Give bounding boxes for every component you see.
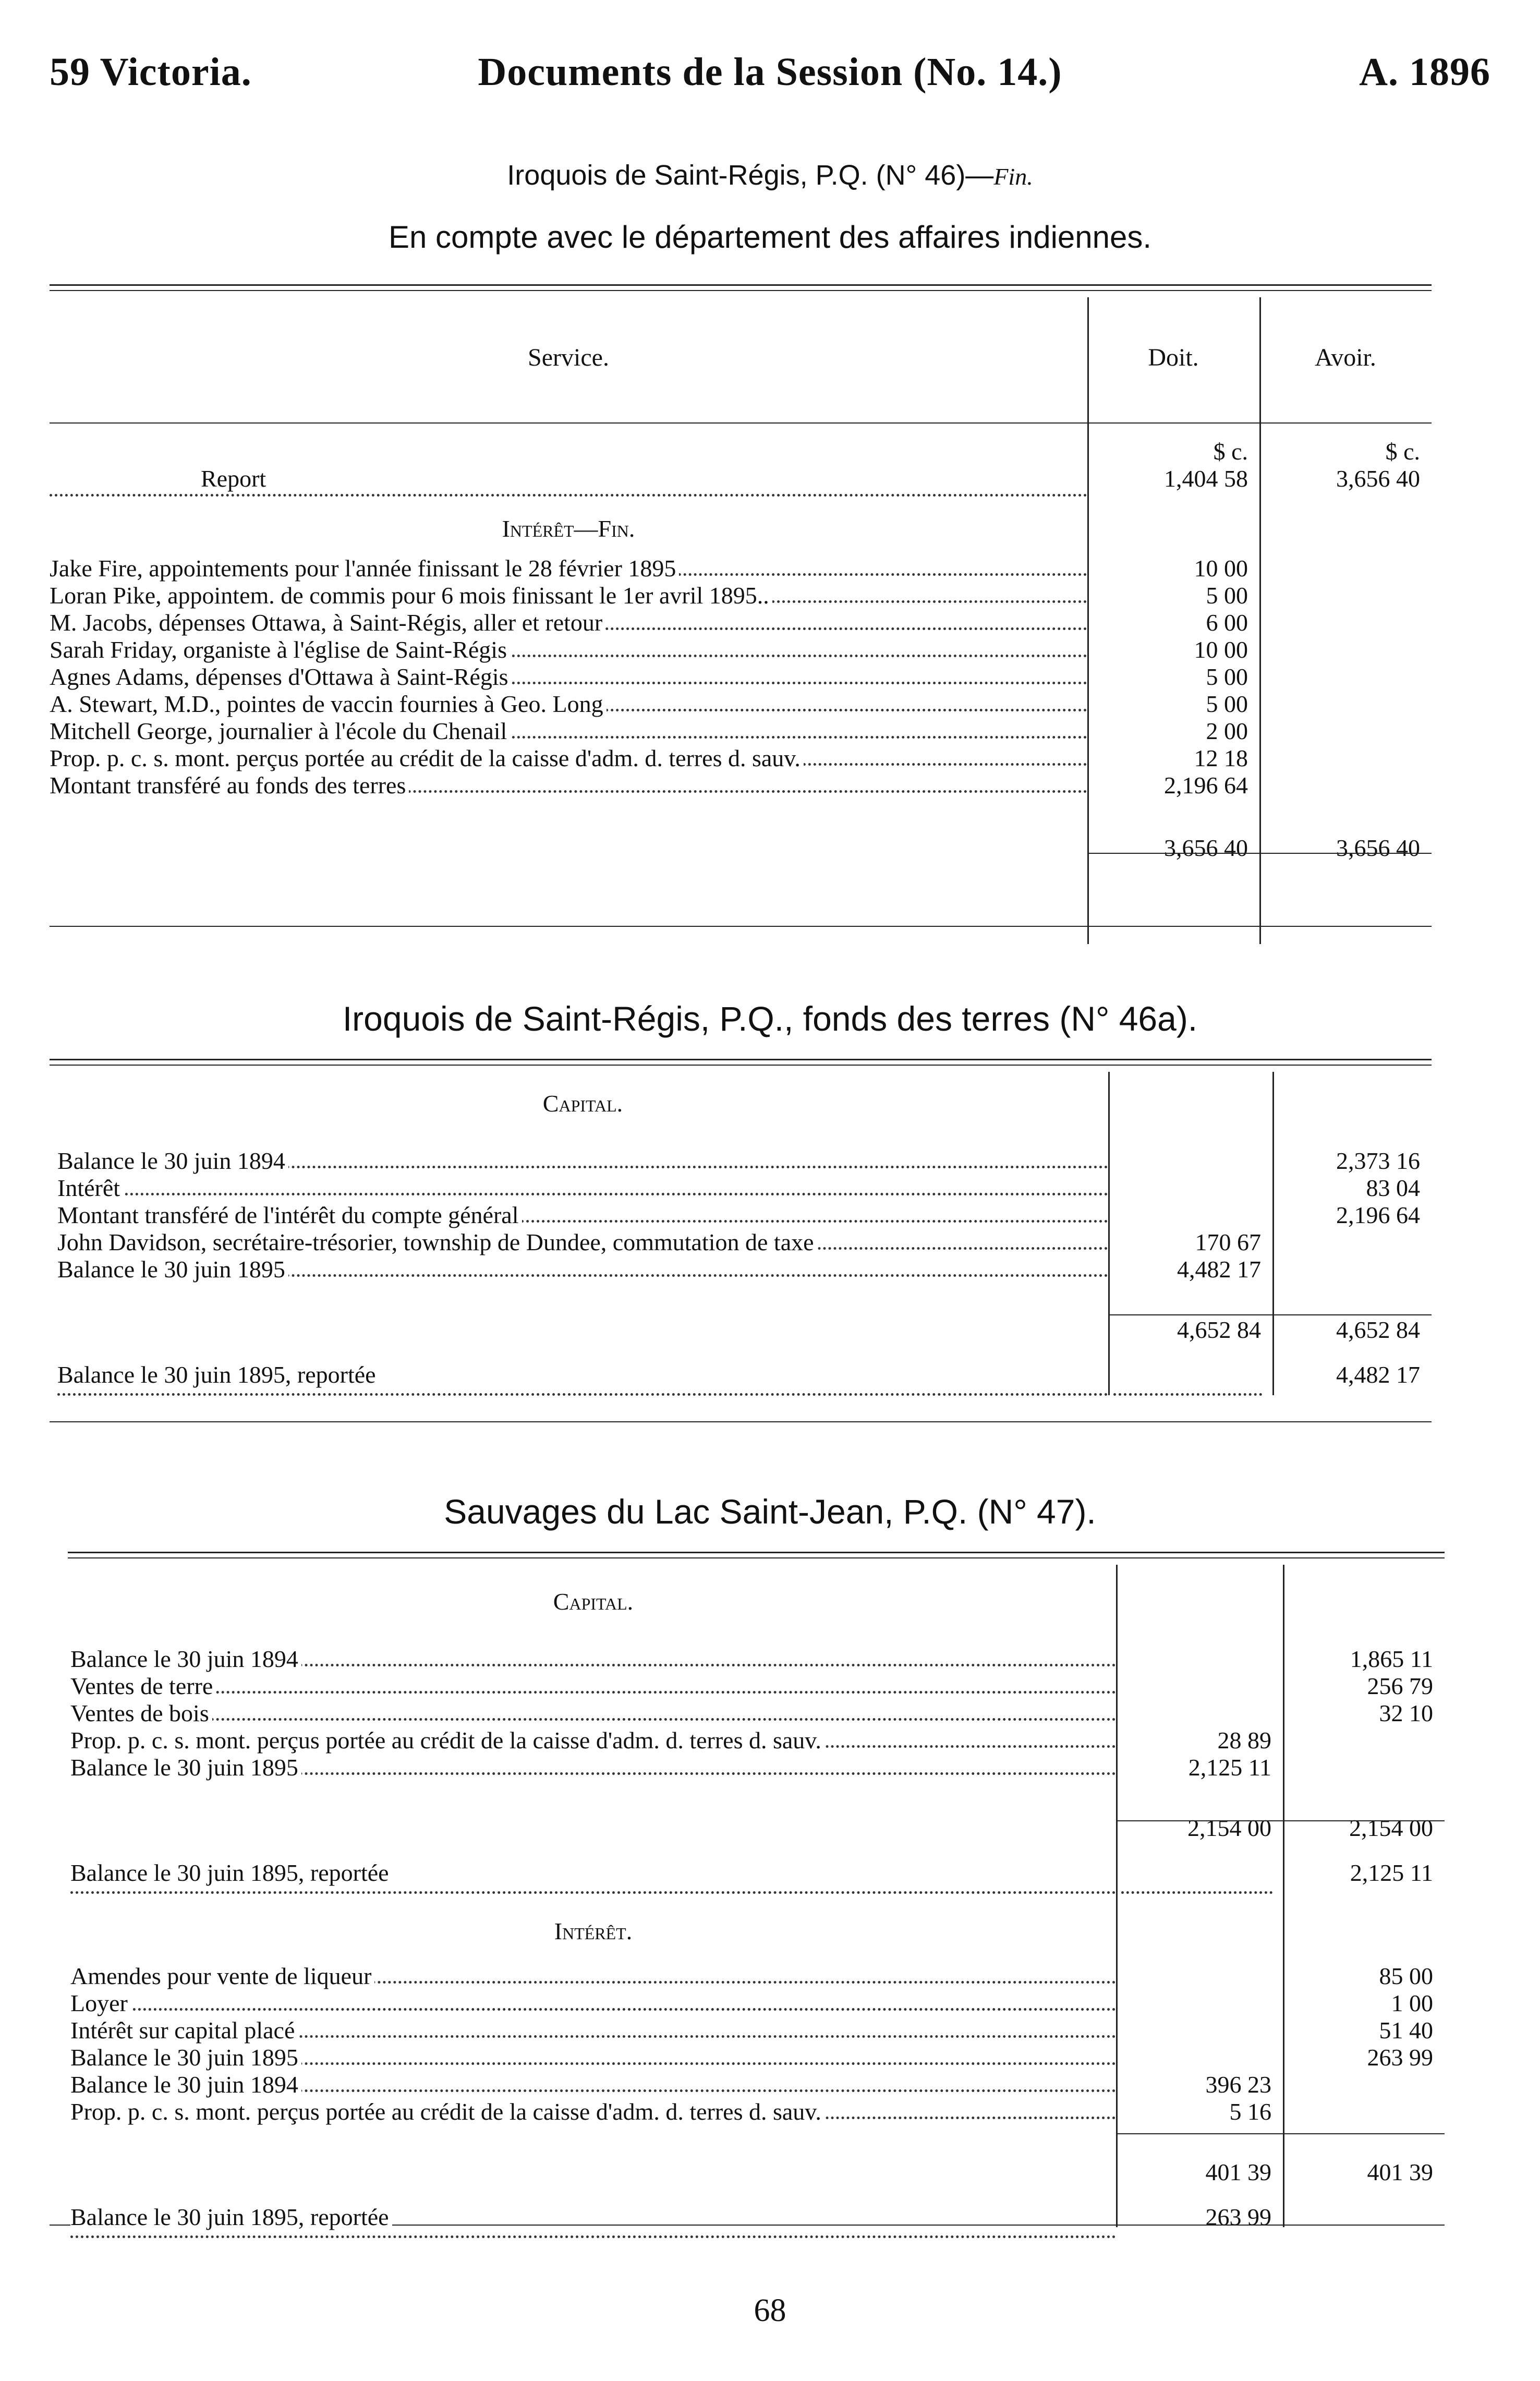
rule [1116,1820,1445,1821]
total-row [57,1299,1432,1361]
row-doit [1116,1963,1283,1990]
currency-avoir: $ c. [1385,438,1420,465]
row-avoir [1259,582,1432,609]
table-row [50,745,1432,772]
table-header [50,344,1432,371]
subheading-interet: Intérêt. [554,1918,633,1944]
row-avoir [1283,1754,1445,1781]
row-doit [1116,2017,1283,2044]
header-doit: Doit. [1148,344,1199,371]
row-label: Balance le 30 juin 1894 [57,1147,1108,1175]
table-row [70,2071,1445,2098]
row-doit: 396 23 [1205,2071,1271,2098]
row-avoir [1259,609,1432,636]
row-avoir: 1,865 11 [1350,1646,1433,1672]
table-row [70,2044,1445,2071]
subheading-capital: Capital. [553,1588,634,1615]
subheading-capital: Capital. [542,1090,623,1117]
row-avoir [1272,1256,1432,1283]
table-row [70,1900,1445,1963]
table-row [50,582,1432,609]
row-label: Sarah Friday, organiste à l'église de Saint-Régis [50,636,1087,663]
running-head-center: Documents de la Session (No. 14.) [478,50,1062,94]
row-label: Ventes de terre [70,1673,1116,1700]
row-doit [1116,1990,1283,2017]
row-avoir: 51 40 [1379,2017,1433,2044]
table-row [70,1754,1445,1781]
row-doit: 5 00 [1206,691,1248,717]
row-label: Montant transféré au fonds des terres [50,772,1087,799]
row-avoir: 256 79 [1367,1673,1433,1699]
row-avoir [1283,2071,1445,2098]
row-avoir [1259,636,1432,663]
row-avoir: 1 00 [1391,1990,1433,2016]
row-avoir: 2,196 64 [1336,1202,1420,1228]
row-avoir: 3,656 40 [1336,465,1420,492]
section1-title-main: Iroquois de Saint-Régis, P.Q. (N° 46)— [507,160,994,191]
row-avoir [1272,1229,1432,1256]
row-doit: 1,404 58 [1164,465,1248,492]
table-row [50,636,1432,663]
section3-interet-rows [70,1963,1445,2125]
row-doit: 2,125 11 [1188,1754,1271,1781]
subheading-interet: Intérêt—Fin. [502,515,635,542]
total-avoir: 2,154 00 [1349,1815,1433,1841]
running-head-left: 59 Victoria. [50,50,252,94]
section3-title: Sauvages du Lac Saint-Jean, P.Q. (N° 47). [444,1492,1096,1531]
row-avoir [1259,555,1432,582]
rule [1108,1314,1432,1315]
row-label: John Davidson, secrétaire-trésorier, township de Dundee, commutation de taxe [57,1229,1108,1256]
row-label: Balance le 30 juin 1894 [70,1646,1116,1673]
row-label: Intérêt [57,1175,1108,1202]
table-row [50,609,1432,636]
running-head [50,50,1490,96]
rule [50,1059,1432,1060]
table-row [70,2098,1445,2125]
table-row [70,2017,1445,2044]
rule [1087,853,1432,854]
row-doit: 170 67 [1195,1229,1261,1255]
rule [68,1552,1445,1553]
row-label: Prop. p. c. s. mont. perçus portée au crédit de la caisse d'adm. d. terres d. sauv. [70,1727,1116,1754]
row-label: Report [50,465,1087,503]
row-doit [1116,2044,1283,2071]
row-doit: 5 00 [1206,582,1248,609]
row-label: Balance le 30 juin 1895, reportée [57,1361,1108,1402]
section3-table [70,1588,1445,2244]
table-row [50,772,1432,799]
row-label: A. Stewart, M.D., pointes de vaccin fournies à Geo. Long [50,691,1087,718]
row-doit [1108,1202,1272,1229]
total-avoir: 4,652 84 [1336,1316,1420,1343]
row-avoir [1283,1727,1445,1754]
total-doit: 4,652 84 [1177,1316,1261,1343]
section2-table [57,1090,1432,1402]
table-row [70,1588,1445,1646]
total-row [70,1797,1445,1859]
row-avoir [1259,718,1432,745]
section2-title: Iroquois de Saint-Régis, P.Q., fonds des terres (N° 46a). [342,999,1198,1038]
row-avoir: 263 99 [1367,2044,1433,2071]
row-doit [1116,1646,1283,1673]
row-label: Ventes de bois [70,1700,1116,1727]
table-row [57,1175,1432,1202]
table-row [50,663,1432,691]
rule [50,284,1432,286]
table-row [57,1256,1432,1283]
row-doit: 10 00 [1194,555,1248,582]
row-doit: 10 00 [1194,636,1248,663]
total-avoir: 401 39 [1367,2159,1433,2185]
table-row [50,465,1432,503]
table-row [70,2204,1445,2244]
row-doit [1108,1175,1272,1202]
row-avoir: 2,373 16 [1336,1147,1420,1174]
rule [50,1421,1432,1422]
row-label: Amendes pour vente de liqueur [70,1963,1116,1990]
row-label: Balance le 30 juin 1894 [70,2071,1116,2098]
row-avoir: 32 10 [1379,1700,1433,1726]
row-label: M. Jacobs, dépenses Ottawa, à Saint-Régis, aller et retour [50,609,1087,636]
row-avoir [1259,745,1432,772]
row-doit: 4,482 17 [1177,1256,1261,1283]
total-row [50,817,1432,879]
row-doit [1116,1673,1283,1700]
table-row [57,1202,1432,1229]
row-label: Balance le 30 juin 1895 [70,2044,1116,2071]
row-label: Agnes Adams, dépenses d'Ottawa à Saint-Régis [50,663,1087,691]
table-row [57,1229,1432,1256]
row-avoir [1259,691,1432,718]
section3-capital-rows [70,1646,1445,1781]
row-label: Loran Pike, appointem. de commis pour 6 mois finissant le 1er avril 1895.. [50,582,1087,609]
row-label: Loyer [70,1990,1116,2017]
row-label: Mitchell George, journalier à l'école du Chenail [50,718,1087,745]
row-label: Prop. p. c. s. mont. perçus portée au crédit de la caisse d'adm. d. terres d. sauv. [50,745,1087,772]
section1-table [50,344,1432,879]
section1-title [0,159,1540,191]
currency-doit: $ c. [1213,438,1248,465]
table-row [70,1646,1445,1673]
row-label: Balance le 30 juin 1895 [70,1754,1116,1781]
row-label: Prop. p. c. s. mont. perçus portée au crédit de la caisse d'adm. d. terres d. sauv. [70,2098,1116,2125]
row-label: Balance le 30 juin 1895, reportée [70,2204,1116,2244]
header-avoir: Avoir. [1315,344,1376,371]
header-service: Service. [528,344,609,371]
row-label: Balance le 30 juin 1895, reportée [70,1859,1116,1900]
row-avoir [1283,2098,1445,2125]
section1-title-suffix: Fin. [993,163,1033,190]
row-avoir [1259,772,1432,799]
row-label: Intérêt sur capital placé [70,2017,1116,2044]
table-row [57,1361,1432,1402]
table-row [50,718,1432,745]
table-row [70,1963,1445,1990]
row-doit: 5 00 [1206,663,1248,690]
row-doit: 12 18 [1194,745,1248,771]
row-avoir [1259,663,1432,691]
table-row [57,1147,1432,1175]
row-avoir: 2,125 11 [1350,1859,1433,1886]
rule [68,1557,1445,1558]
table-row [50,503,1432,555]
table-row [70,1700,1445,1727]
rule [50,1065,1432,1066]
row-doit: 2 00 [1206,718,1248,744]
row-doit: 263 99 [1205,2204,1271,2230]
total-doit: 3,656 40 [1164,835,1248,861]
row-avoir: 83 04 [1366,1175,1420,1201]
table-row [70,1727,1445,1754]
row-doit: 2,196 64 [1164,772,1248,799]
row-doit [1116,1700,1283,1727]
row-doit: 6 00 [1206,609,1248,636]
table-row [70,1859,1445,1900]
total-doit: 401 39 [1205,2159,1271,2185]
table-row [57,1090,1432,1147]
row-avoir: 85 00 [1379,1963,1433,1989]
running-head-right: A. 1896 [1359,50,1490,94]
table-row [70,1990,1445,2017]
page-number: 68 [754,2293,786,2328]
rule [50,290,1432,291]
table-row [50,691,1432,718]
row-doit: 28 89 [1217,1727,1271,1754]
section1-subtitle: En compte avec le département des affaires indiennes. [388,220,1152,255]
row-label: Montant transféré de l'intérêt du compte général [57,1202,1108,1229]
row-avoir: 4,482 17 [1336,1361,1420,1388]
table-row [50,555,1432,582]
total-avoir: 3,656 40 [1336,835,1420,861]
rule [1116,2133,1445,2134]
rule [50,926,1432,927]
table-row [70,1673,1445,1700]
row-label: Jake Fire, appointements pour l'année finissant le 28 février 1895 [50,555,1087,582]
row-label: Balance le 30 juin 1895 [57,1256,1108,1283]
row-doit: 5 16 [1229,2098,1271,2125]
total-doit: 2,154 00 [1187,1815,1271,1841]
total-row [70,2141,1445,2204]
row-doit [1108,1147,1272,1175]
section2-rows [57,1147,1432,1283]
currency-row [50,371,1432,465]
section1-rows [50,555,1432,799]
